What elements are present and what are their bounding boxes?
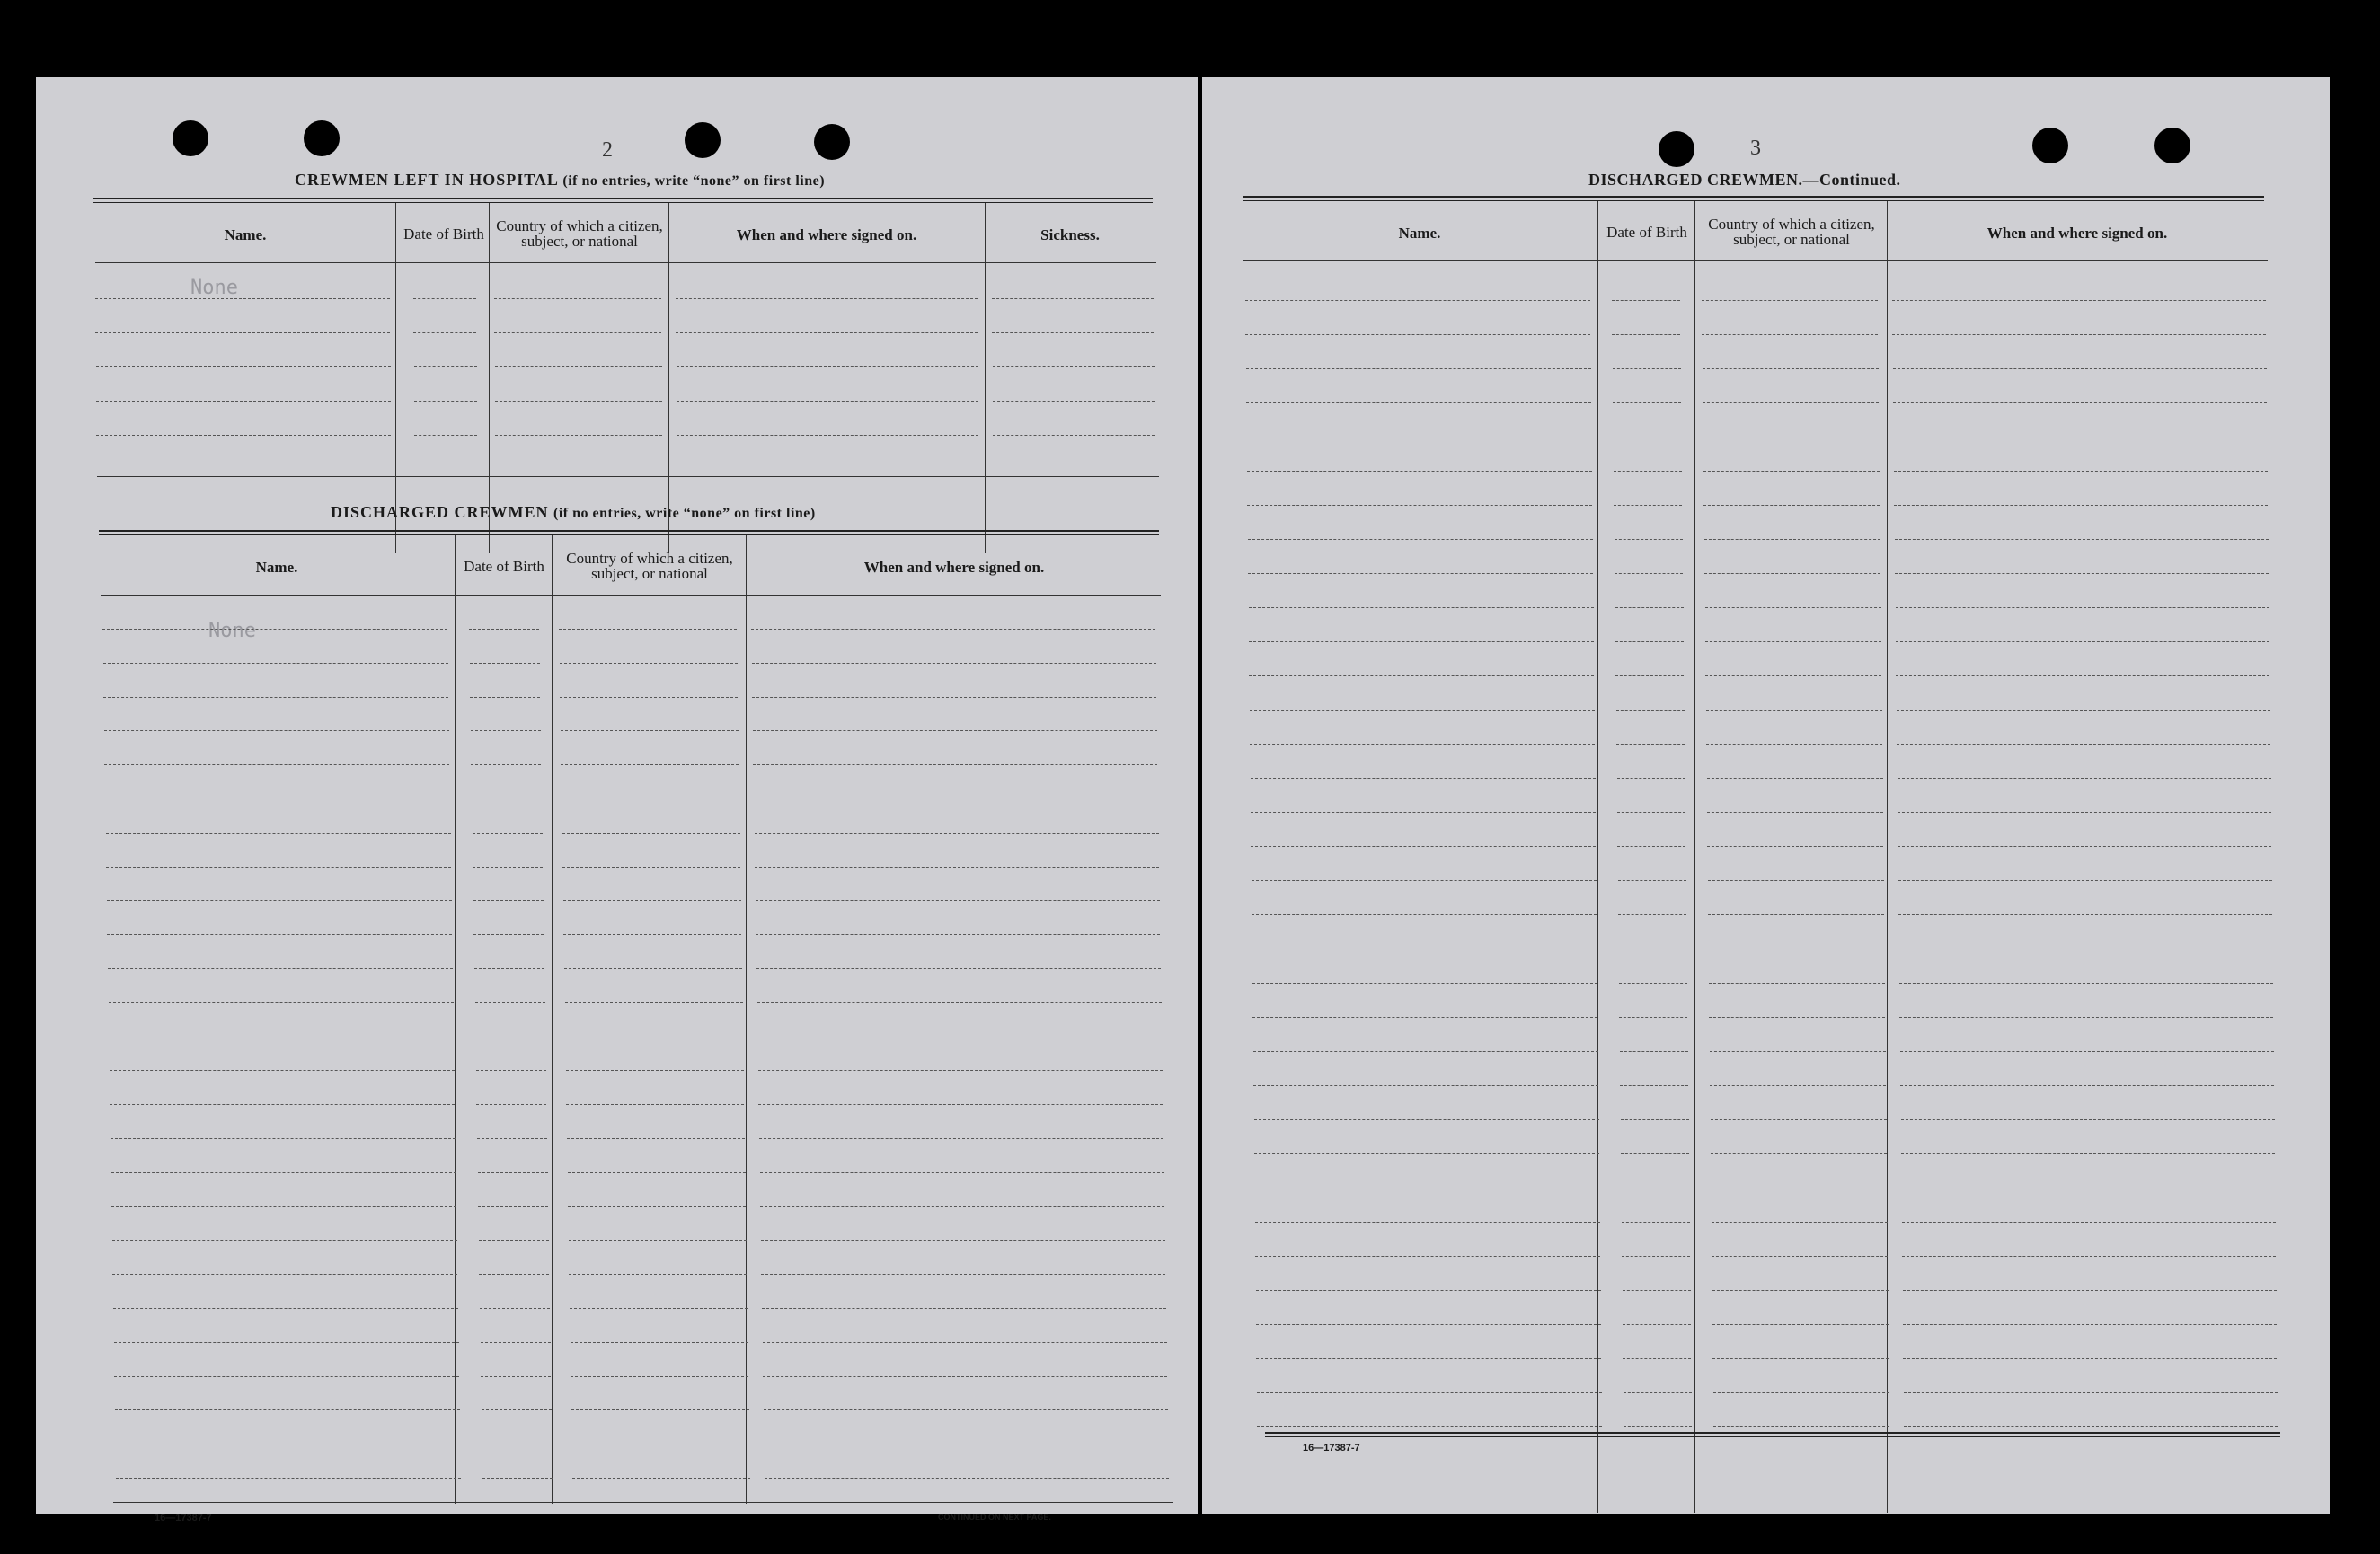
ruled-line	[760, 1172, 1164, 1173]
continued-col-country: Country of which a citizen, subject, or national	[1708, 216, 1875, 248]
ruled-line	[1621, 1153, 1689, 1154]
ruled-line	[1256, 1324, 1601, 1325]
ruled-line	[571, 1376, 748, 1377]
ruled-line	[1616, 710, 1685, 711]
ruled-line	[479, 1240, 549, 1241]
ruled-line	[1252, 880, 1597, 881]
ruled-line	[1247, 505, 1592, 506]
ruled-line	[762, 1308, 1166, 1309]
ruled-line	[1898, 846, 2271, 847]
ruled-line	[103, 663, 448, 664]
ruled-line	[1904, 1426, 2278, 1427]
ruled-line	[1613, 368, 1681, 369]
ruled-line	[1901, 1153, 2275, 1154]
ruled-line	[110, 1104, 455, 1105]
ruled-line	[1613, 402, 1681, 403]
continued-bottom-rule	[1265, 1432, 2280, 1434]
ruled-line	[95, 298, 390, 299]
ruled-line	[474, 968, 544, 969]
ruled-line	[1619, 1017, 1687, 1018]
ruled-line	[1618, 880, 1686, 881]
ruled-line	[1252, 983, 1597, 984]
ruled-line	[1709, 983, 1885, 984]
ruled-line	[1903, 1290, 2277, 1291]
ruled-line	[758, 1070, 1163, 1071]
ruled-line	[761, 1274, 1165, 1275]
ruled-line	[110, 1070, 455, 1071]
ruled-line	[1903, 1324, 2277, 1325]
ruled-line	[571, 1409, 749, 1410]
ruled-line	[482, 1409, 552, 1410]
ruled-line	[1248, 573, 1593, 574]
discharged-bottom-rule	[113, 1502, 1173, 1503]
ruled-line	[1704, 573, 1880, 574]
ruled-line	[103, 697, 448, 698]
ruled-line	[112, 1240, 457, 1241]
ruled-line	[495, 401, 662, 402]
form-number: 16—17387-7	[155, 1513, 212, 1523]
ruled-line	[1702, 300, 1878, 301]
ruled-line	[1249, 675, 1594, 676]
ruled-line	[1705, 607, 1881, 608]
ruled-line	[480, 1308, 550, 1309]
ruled-line	[109, 1002, 454, 1003]
hospital-col-name: Name.	[224, 225, 267, 243]
column-divider	[1694, 201, 1695, 1513]
ruled-line	[1706, 710, 1882, 711]
ruled-line	[96, 401, 391, 402]
ruled-line	[470, 663, 540, 664]
ruled-line	[414, 401, 477, 402]
ruled-line	[481, 1376, 551, 1377]
ruled-line	[1254, 1119, 1599, 1120]
continued-top-rule	[1243, 196, 2264, 198]
column-divider	[552, 535, 553, 1504]
ruled-line	[756, 934, 1160, 935]
punch-hole	[1659, 131, 1694, 167]
column-divider	[1887, 201, 1888, 1513]
ruled-line	[759, 1138, 1163, 1139]
ruled-line	[677, 401, 978, 402]
ruled-line	[1712, 1290, 1889, 1291]
ruled-line	[494, 332, 661, 333]
punch-hole	[173, 120, 208, 156]
ruled-line	[1897, 710, 2270, 711]
ruled-line	[108, 968, 453, 969]
ruled-line	[570, 1308, 748, 1309]
ruled-line	[1252, 914, 1597, 915]
ruled-line	[757, 1002, 1162, 1003]
ruled-line	[1902, 1256, 2276, 1257]
ruled-line	[1615, 573, 1683, 574]
hospital-entry-none: None	[190, 277, 238, 299]
ruled-line	[1710, 1085, 1886, 1086]
ruled-line	[1250, 710, 1595, 711]
ruled-line	[413, 298, 476, 299]
ruled-line	[756, 900, 1160, 901]
ruled-line	[1708, 880, 1884, 881]
ruled-line	[562, 867, 740, 868]
ruled-line	[1708, 914, 1884, 915]
ruled-line	[477, 1138, 547, 1139]
ruled-line	[1251, 846, 1596, 847]
ruled-line	[1245, 300, 1590, 301]
column-divider	[985, 203, 986, 553]
ruled-line	[114, 1342, 459, 1343]
ruled-line	[1899, 1017, 2273, 1018]
ruled-line	[1252, 1017, 1597, 1018]
ruled-line	[1624, 1392, 1692, 1393]
hospital-col-signed-on: When and where signed on.	[736, 225, 917, 243]
hospital-col-dob: Date of Birth	[403, 225, 484, 243]
ruled-line	[572, 1478, 750, 1479]
ruled-line	[1703, 471, 1880, 472]
ruled-line	[993, 435, 1155, 436]
ruled-line	[560, 663, 738, 664]
right-form-page	[1202, 77, 2330, 1514]
ruled-line	[1621, 1119, 1689, 1120]
ruled-line	[1257, 1426, 1602, 1427]
ruled-line	[753, 764, 1157, 765]
ruled-line	[1624, 1426, 1692, 1427]
continued-col-signed-on: When and where signed on.	[1986, 224, 2168, 242]
ruled-line	[571, 1342, 748, 1343]
ruled-line	[112, 1274, 457, 1275]
ruled-line	[756, 968, 1161, 969]
ruled-line	[1894, 471, 2268, 472]
ruled-line	[471, 764, 541, 765]
ruled-line	[1712, 1358, 1889, 1359]
ruled-line	[763, 1376, 1167, 1377]
hospital-col-country: Country of which a citizen, subject, or national	[496, 217, 663, 250]
ruled-line	[1898, 778, 2271, 779]
ruled-line	[1703, 402, 1879, 403]
ruled-line	[1705, 675, 1881, 676]
ruled-line	[1254, 1153, 1599, 1154]
ruled-line	[1246, 402, 1591, 403]
ruled-line	[752, 663, 1156, 664]
discharged-col-country: Country of which a citizen, subject, or national	[566, 550, 733, 582]
ruled-line	[1903, 1358, 2277, 1359]
punch-hole	[2032, 128, 2068, 163]
ruled-line	[763, 1342, 1167, 1343]
ruled-line	[562, 833, 740, 834]
ruled-line	[1257, 1392, 1602, 1393]
ruled-line	[1712, 1222, 1888, 1223]
ruled-line	[755, 833, 1159, 834]
ruled-line	[1707, 778, 1883, 779]
ruled-line	[676, 298, 978, 299]
ruled-line	[565, 1002, 743, 1003]
discharged-entry-none: None	[208, 620, 256, 642]
ruled-line	[104, 730, 449, 731]
ruled-line	[1703, 505, 1880, 506]
ruled-line	[1617, 778, 1685, 779]
ruled-line	[1894, 505, 2268, 506]
ruled-line	[1898, 812, 2271, 813]
ruled-line	[676, 332, 978, 333]
column-divider	[489, 203, 490, 553]
ruled-line	[1901, 1119, 2275, 1120]
ruled-line	[1898, 914, 2272, 915]
ruled-line	[560, 697, 738, 698]
ruled-line	[1707, 812, 1883, 813]
ruled-line	[102, 629, 447, 630]
ruled-line	[115, 1409, 460, 1410]
ruled-line	[1702, 334, 1878, 335]
discharged-col-name: Name.	[255, 558, 298, 576]
ruled-line	[1615, 675, 1684, 676]
punch-hole	[814, 124, 850, 160]
ruled-line	[761, 1240, 1165, 1241]
ruled-line	[1247, 471, 1592, 472]
hospital-section-title: CREWMEN LEFT IN HOSPITAL (if no entries, write “none” on first line)	[295, 171, 826, 189]
ruled-line	[111, 1138, 456, 1139]
ruled-line	[469, 629, 539, 630]
ruled-line	[1256, 1358, 1601, 1359]
ruled-line	[106, 833, 451, 834]
ruled-line	[1703, 368, 1879, 369]
ruled-line	[111, 1206, 456, 1207]
page-number: 2	[602, 138, 613, 162]
punch-hole	[685, 122, 721, 158]
ruled-line	[568, 1172, 746, 1173]
continued-note: CONTINUED ON NEXT PAGE.	[938, 1513, 1051, 1522]
ruled-line	[760, 1206, 1164, 1207]
form-number: 16—17387-7	[1303, 1443, 1360, 1453]
ruled-line	[1892, 334, 2266, 335]
ruled-line	[993, 366, 1155, 367]
ruled-line	[1612, 334, 1680, 335]
ruled-line	[1898, 880, 2272, 881]
discharged-top-rule	[99, 530, 1159, 532]
page-number: 3	[1750, 137, 1761, 160]
ruled-line	[1713, 1426, 1889, 1427]
ruled-line	[414, 366, 477, 367]
ruled-line	[479, 1274, 549, 1275]
discharged-col-signed-on: When and where signed on.	[863, 558, 1045, 576]
ruled-line	[95, 332, 390, 333]
hospital-top-rule	[93, 198, 1153, 199]
ruled-line	[1249, 607, 1594, 608]
column-divider	[395, 203, 396, 553]
ruled-line	[1896, 607, 2269, 608]
continued-section-title: DISCHARGED CREWMEN.—Continued.	[1588, 171, 1901, 189]
ruled-line	[114, 1376, 459, 1377]
ruled-line	[1622, 1222, 1690, 1223]
ruled-line	[1253, 1051, 1598, 1052]
ruled-line	[1612, 300, 1680, 301]
ruled-line	[1713, 1392, 1889, 1393]
punch-hole	[2154, 128, 2190, 163]
continued-header-rule	[1243, 260, 2268, 261]
ruled-line	[1893, 402, 2267, 403]
ruled-line	[993, 401, 1155, 402]
ruled-line	[482, 1478, 553, 1479]
ruled-line	[476, 1104, 546, 1105]
ruled-line	[1620, 1051, 1688, 1052]
ruled-line	[1895, 573, 2269, 574]
ruled-line	[106, 867, 451, 868]
ruled-line	[1706, 744, 1882, 745]
ruled-line	[559, 629, 737, 630]
ruled-line	[1255, 1256, 1600, 1257]
ruled-line	[116, 1478, 461, 1479]
ruled-line	[1623, 1358, 1691, 1359]
ruled-line	[471, 730, 541, 731]
ruled-line	[1245, 334, 1590, 335]
ruled-line	[96, 366, 391, 367]
ruled-line	[1615, 607, 1684, 608]
ruled-line	[1617, 846, 1685, 847]
ruled-line	[677, 435, 978, 436]
ruled-line	[104, 764, 449, 765]
ruled-line	[753, 730, 1157, 731]
ruled-line	[1709, 1017, 1885, 1018]
ruled-line	[765, 1478, 1169, 1479]
ruled-line	[1623, 1290, 1691, 1291]
continued-col-name: Name.	[1398, 224, 1441, 242]
ruled-line	[568, 1206, 746, 1207]
column-divider	[746, 535, 747, 1504]
ruled-line	[1620, 1085, 1688, 1086]
ruled-line	[1616, 744, 1685, 745]
ruled-line	[1249, 641, 1594, 642]
discharged-section-title: DISCHARGED CREWMEN (if no entries, write “none” on first line)	[331, 503, 816, 521]
ruled-line	[475, 1002, 545, 1003]
ruled-line	[1617, 812, 1685, 813]
ruled-line	[478, 1172, 548, 1173]
ruled-line	[1704, 539, 1880, 540]
ruled-line	[569, 1240, 747, 1241]
ruled-line	[677, 366, 978, 367]
ruled-line	[1896, 675, 2269, 676]
left-form-page	[36, 77, 1198, 1523]
column-divider	[1597, 201, 1598, 1513]
ruled-line	[96, 435, 391, 436]
ruled-line	[473, 867, 543, 868]
ruled-line	[1614, 471, 1682, 472]
ruled-line	[992, 298, 1154, 299]
ruled-line	[1614, 505, 1682, 506]
ruled-line	[1615, 539, 1683, 540]
ruled-line	[1248, 539, 1593, 540]
ruled-line	[752, 697, 1156, 698]
ruled-line	[1895, 539, 2269, 540]
ruled-line	[111, 1172, 456, 1173]
ruled-line	[1900, 1051, 2274, 1052]
ruled-line	[107, 934, 452, 935]
ruled-line	[1900, 1085, 2274, 1086]
continued-col-dob: Date of Birth	[1606, 223, 1687, 241]
ruled-line	[1255, 1222, 1600, 1223]
ruled-line	[1619, 983, 1687, 984]
column-divider	[668, 203, 669, 553]
ruled-line	[992, 332, 1154, 333]
ruled-line	[470, 697, 540, 698]
ruled-line	[569, 1274, 747, 1275]
ruled-line	[1618, 914, 1686, 915]
discharged-col-dob: Date of Birth	[464, 557, 544, 575]
ruled-line	[473, 900, 544, 901]
ruled-line	[764, 1409, 1168, 1410]
ruled-line	[1253, 1085, 1598, 1086]
ruled-line	[1712, 1256, 1888, 1257]
ruled-line	[567, 1138, 745, 1139]
ruled-line	[758, 1104, 1163, 1105]
ruled-line	[414, 435, 477, 436]
ruled-line	[1711, 1153, 1887, 1154]
ruled-line	[1904, 1392, 2278, 1393]
ruled-line	[1615, 641, 1684, 642]
ruled-line	[478, 1206, 548, 1207]
ruled-line	[1710, 1051, 1886, 1052]
ruled-line	[1707, 846, 1883, 847]
ruled-line	[1893, 368, 2267, 369]
column-divider	[455, 535, 456, 1504]
ruled-line	[1251, 812, 1596, 813]
ruled-line	[495, 366, 662, 367]
ruled-line	[563, 900, 741, 901]
ruled-line	[494, 298, 661, 299]
ruled-line	[481, 1342, 551, 1343]
ruled-line	[1899, 983, 2273, 984]
ruled-line	[1623, 1324, 1691, 1325]
ruled-line	[1622, 1256, 1690, 1257]
ruled-line	[1256, 1290, 1601, 1291]
ruled-line	[566, 1104, 744, 1105]
ruled-line	[1896, 641, 2269, 642]
hospital-col-sickness: Sickness.	[1040, 225, 1100, 243]
hospital-bottom-rule	[97, 476, 1159, 477]
ruled-line	[1892, 300, 2266, 301]
ruled-line	[473, 934, 544, 935]
ruled-line	[755, 867, 1159, 868]
ruled-line	[1712, 1324, 1889, 1325]
discharged-header-rule	[101, 595, 1161, 596]
ruled-line	[1711, 1119, 1887, 1120]
ruled-line	[113, 1308, 458, 1309]
ruled-line	[107, 900, 452, 901]
ruled-line	[1897, 744, 2270, 745]
punch-hole	[304, 120, 340, 156]
ruled-line	[563, 934, 741, 935]
ruled-line	[1705, 641, 1881, 642]
ruled-line	[473, 833, 543, 834]
ruled-line	[1902, 1222, 2276, 1223]
ruled-line	[561, 764, 739, 765]
hospital-header-rule	[95, 262, 1156, 263]
ruled-line	[1246, 368, 1591, 369]
ruled-line	[495, 435, 662, 436]
ruled-line	[476, 1070, 546, 1071]
ruled-line	[561, 730, 739, 731]
ruled-line	[1250, 744, 1595, 745]
ruled-line	[1251, 778, 1596, 779]
ruled-line	[413, 332, 476, 333]
ruled-line	[751, 629, 1155, 630]
ruled-line	[564, 968, 742, 969]
ruled-line	[566, 1070, 744, 1071]
